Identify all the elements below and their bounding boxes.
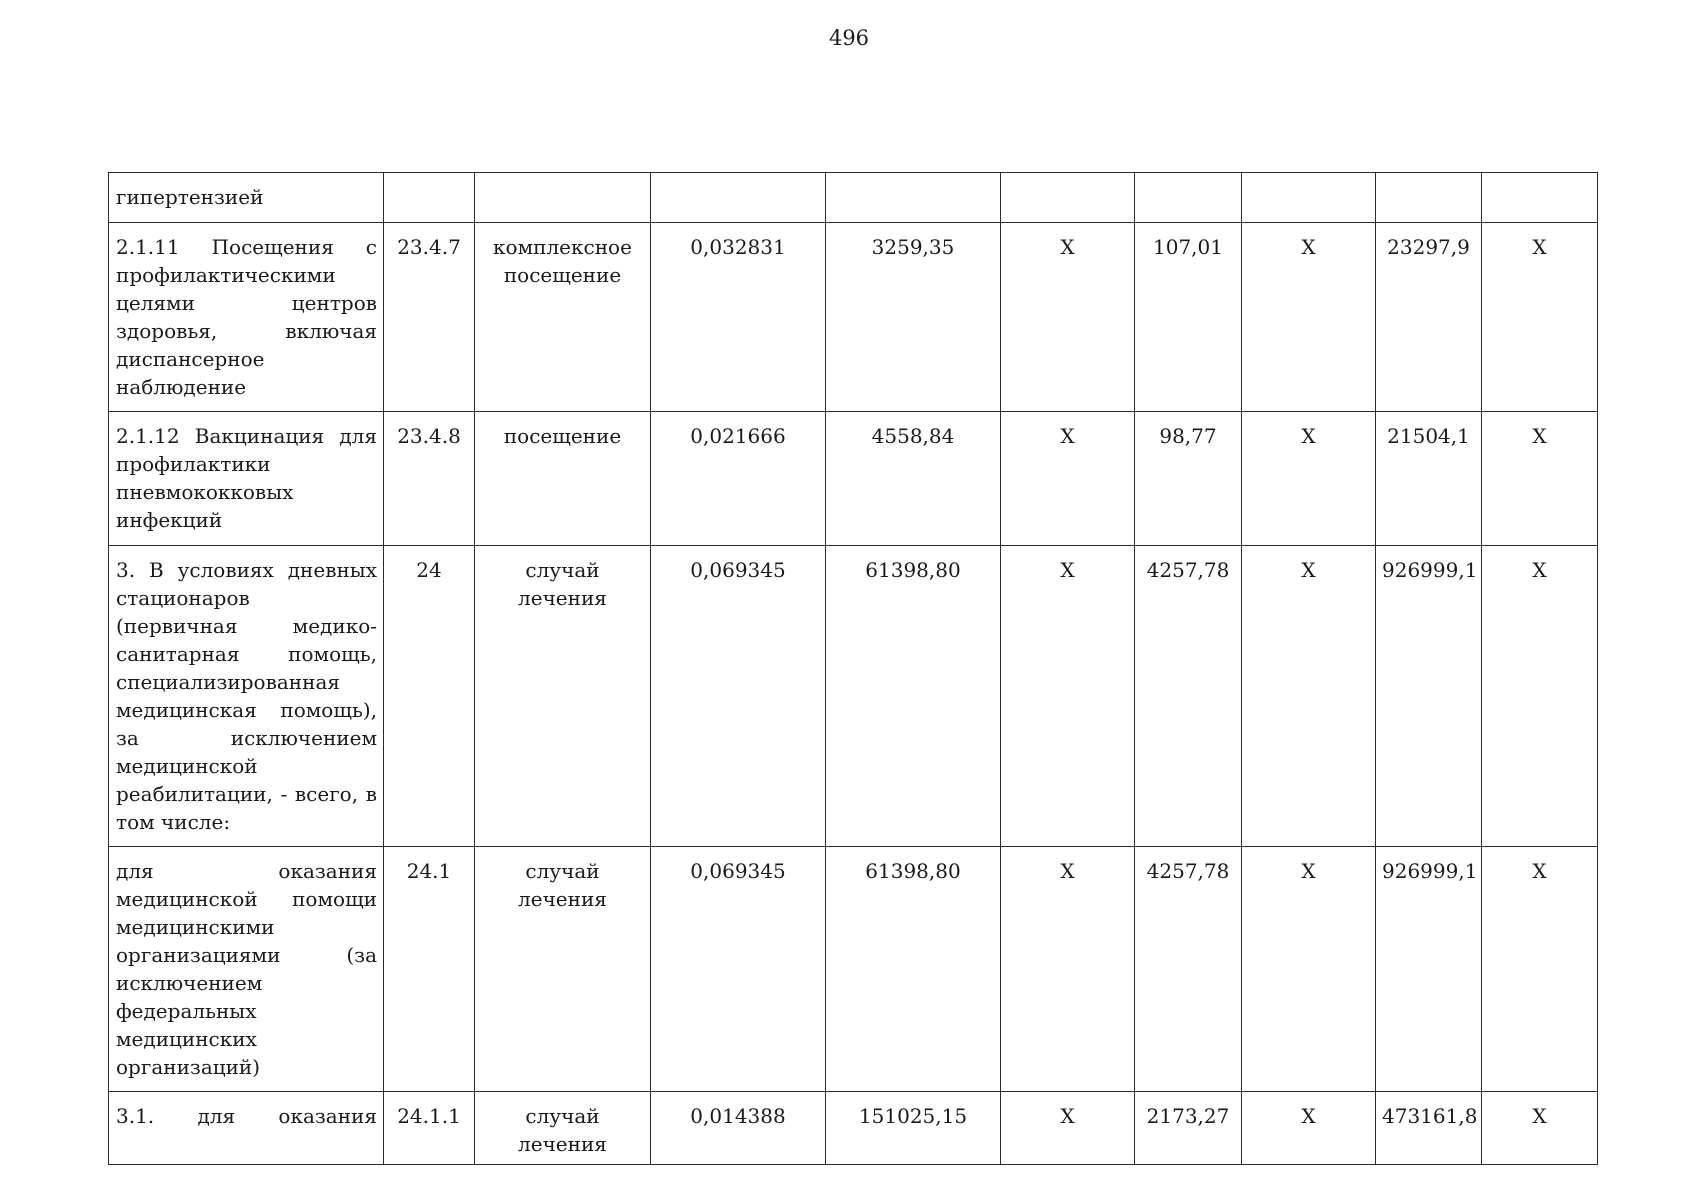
cell-code: 23.4.7 [384, 223, 475, 412]
cell-cost [826, 173, 1001, 223]
cell-col8 [1242, 173, 1376, 223]
cell-col9: 473161,8 [1376, 1092, 1482, 1165]
cell-unit: случай лечения [475, 546, 651, 847]
cell-cost: 61398,80 [826, 546, 1001, 847]
cell-col8: Х [1242, 847, 1376, 1092]
cell-col6 [1001, 173, 1135, 223]
cell-unit: случай лечения [475, 847, 651, 1092]
cell-cost: 3259,35 [826, 223, 1001, 412]
cell-col6: Х [1001, 847, 1135, 1092]
cell-col6: Х [1001, 546, 1135, 847]
table-row [109, 546, 1598, 847]
cell-col6: Х [1001, 412, 1135, 546]
table-row [109, 412, 1598, 546]
cell-col8: Х [1242, 546, 1376, 847]
cell-col7: 4257,78 [1135, 546, 1242, 847]
cell-name: для оказания медицинской помощи медицинскими организациями (за исключением федеральных медицинских организаций) [109, 847, 384, 1092]
cell-cost: 151025,15 [826, 1092, 1001, 1165]
cell-norm: 0,069345 [651, 546, 826, 847]
cell-name: 2.1.11 Посещения с профилактическими целями центров здоровья, включая диспансерное наблюдение [109, 223, 384, 412]
page-number: 496 [828, 26, 870, 50]
cell-col10: Х [1482, 223, 1598, 412]
cell-col7: 4257,78 [1135, 847, 1242, 1092]
table-row [109, 1092, 1598, 1165]
cell-col6: Х [1001, 223, 1135, 412]
cell-col9 [1376, 173, 1482, 223]
cell-norm: 0,014388 [651, 1092, 826, 1165]
cell-unit: комплексное посещение [475, 223, 651, 412]
cell-col10: Х [1482, 412, 1598, 546]
cell-norm: 0,032831 [651, 223, 826, 412]
cell-col8: Х [1242, 223, 1376, 412]
data-table [108, 172, 1598, 1165]
cell-col9: 926999,1 [1376, 847, 1482, 1092]
cell-name: 3.1. для оказания [109, 1092, 384, 1165]
cell-norm: 0,021666 [651, 412, 826, 546]
cell-name: 2.1.12 Вакцинация для профилактики пневмококковых инфекций [109, 412, 384, 546]
cell-code: 24.1.1 [384, 1092, 475, 1165]
cell-code: 23.4.8 [384, 412, 475, 546]
cell-code [384, 173, 475, 223]
cell-cost: 61398,80 [826, 847, 1001, 1092]
table-row [109, 173, 1598, 223]
cell-col7: 2173,27 [1135, 1092, 1242, 1165]
cell-col8: Х [1242, 1092, 1376, 1165]
cell-col8: Х [1242, 412, 1376, 546]
cell-code: 24.1 [384, 847, 475, 1092]
cell-col9: 21504,1 [1376, 412, 1482, 546]
cell-norm [651, 173, 826, 223]
cell-col6: Х [1001, 1092, 1135, 1165]
cell-code: 24 [384, 546, 475, 847]
cell-col9: 23297,9 [1376, 223, 1482, 412]
cell-col7 [1135, 173, 1242, 223]
cell-col7: 98,77 [1135, 412, 1242, 546]
cell-norm: 0,069345 [651, 847, 826, 1092]
cell-unit: случай лечения [475, 1092, 651, 1165]
cell-name: 3. В условиях дневных стационаров (первичная медико-санитарная помощь, специализированная медицинская помощь), за исключением медицинской реабилитации, - всего, в том числе: [109, 546, 384, 847]
cell-name: гипертензией [109, 173, 384, 223]
cell-unit [475, 173, 651, 223]
cell-unit: посещение [475, 412, 651, 546]
cell-col10: Х [1482, 546, 1598, 847]
cell-col7: 107,01 [1135, 223, 1242, 412]
cell-col10: Х [1482, 847, 1598, 1092]
cell-col9: 926999,1 [1376, 546, 1482, 847]
cell-cost: 4558,84 [826, 412, 1001, 546]
table-row [109, 223, 1598, 412]
cell-col10: Х [1482, 1092, 1598, 1165]
table-row [109, 847, 1598, 1092]
cell-col10 [1482, 173, 1598, 223]
